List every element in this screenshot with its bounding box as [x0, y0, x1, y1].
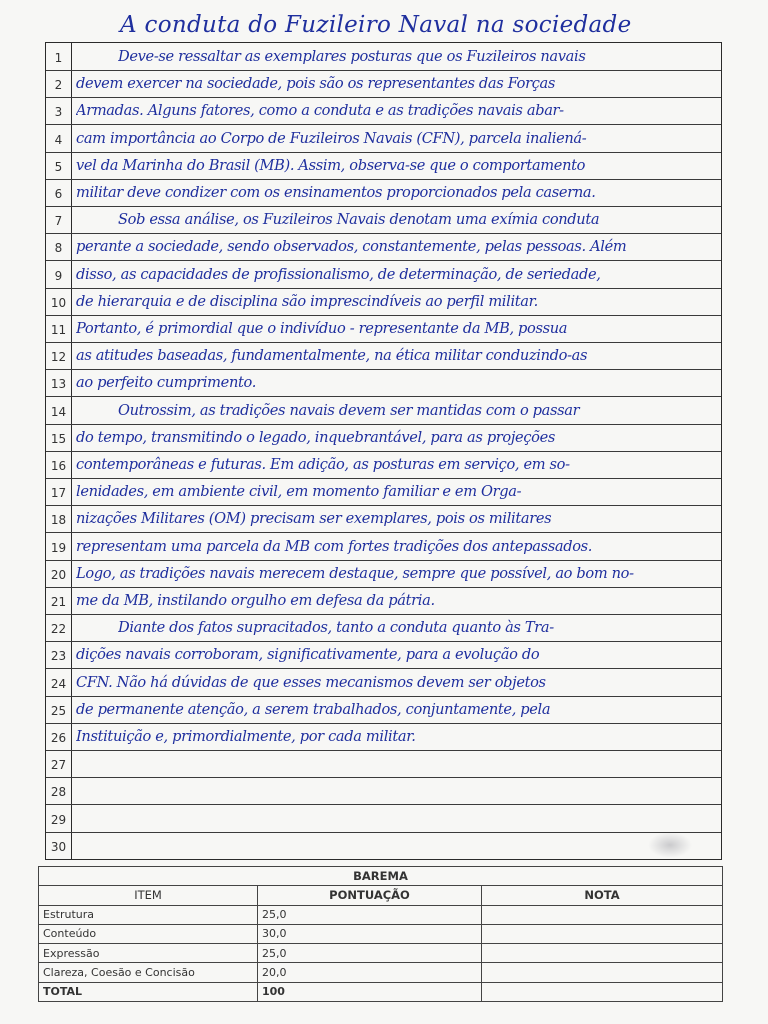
- line-number: 22: [50, 622, 67, 637]
- handwritten-text: [76, 806, 715, 832]
- handwritten-text: Deve-se ressaltar as exemplares posturas que os Fuzileiros navais: [118, 48, 586, 65]
- barema-row: [39, 924, 723, 943]
- essay-line: [46, 43, 721, 71]
- line-number: 7: [54, 214, 63, 229]
- handwritten-text: Armadas. Alguns fatores, como a conduta e as tradições navais abar-: [76, 102, 564, 120]
- essay-line: [46, 206, 721, 234]
- line-number: 13: [50, 377, 67, 392]
- handwritten-text: lenidades, em ambiente civil, em momento familiar e em Orga-: [76, 483, 522, 501]
- line-number: 2: [54, 78, 63, 93]
- handwritten-text: Diante dos fatos supracitados, tanto a conduta quanto às Tra-: [118, 619, 554, 637]
- barema-item: Estrutura: [39, 905, 258, 924]
- line-number: 26: [50, 731, 67, 745]
- barema-col-pontuacao: PONTUAÇÃO: [258, 886, 482, 905]
- barema-pontuacao: 30,0: [258, 924, 482, 943]
- barema-item: Clareza, Coesão e Concisão: [39, 963, 258, 982]
- handwritten-text: Portanto, é primordial que o indivíduo - representante da MB, possua: [76, 320, 568, 337]
- handwritten-text: me da MB, instilando orgulho em defesa da pátria.: [76, 592, 435, 609]
- line-number: 8: [54, 241, 63, 256]
- line-number: 23: [50, 649, 67, 664]
- essay-line: [46, 70, 721, 98]
- barema-pontuacao: 20,0: [258, 963, 482, 982]
- line-number: 6: [54, 187, 63, 201]
- barema-col-item: ITEM: [39, 886, 258, 905]
- essay-line: [46, 152, 721, 180]
- handwritten-text: dições navais corroboram, significativamente, para a evolução do: [76, 646, 540, 664]
- line-number: 27: [50, 758, 67, 773]
- essay-line: [46, 288, 721, 316]
- barema-row: [39, 963, 723, 982]
- line-number: 9: [54, 268, 63, 283]
- line-number: 30: [50, 839, 67, 854]
- barema-nota: [482, 982, 723, 1001]
- handwritten-text: Sob essa análise, os Fuzileiros Navais denotam uma exímia conduta: [118, 211, 600, 229]
- barema-row-total: [39, 982, 723, 1001]
- barema-row: [39, 905, 723, 924]
- barema-nota: [482, 905, 723, 924]
- essay-line: [46, 125, 721, 153]
- essay-line: [46, 533, 721, 561]
- barema-row: [39, 944, 723, 963]
- handwritten-text: contemporâneas e futuras. Em adição, as posturas em serviço, em so-: [76, 456, 570, 473]
- line-number: 1: [54, 51, 63, 65]
- handwritten-text: de hierarquia e de disciplina são imprescindíveis ao perfil militar.: [76, 292, 538, 310]
- essay-line: [46, 587, 721, 615]
- barema-pontuacao: 25,0: [258, 905, 482, 924]
- handwritten-text: CFN. Não há dúvidas de que esses mecanismos devem ser objetos: [76, 673, 546, 691]
- line-number: 16: [50, 459, 67, 473]
- barema-table: [38, 866, 723, 1002]
- line-number: 29: [50, 812, 67, 827]
- essay-line: [46, 832, 721, 859]
- line-number: 3: [54, 105, 63, 120]
- essay-line: [46, 777, 721, 805]
- barema-pontuacao: 100: [258, 982, 482, 1001]
- essay-line: [46, 179, 721, 207]
- ink-smudge: [648, 832, 692, 858]
- barema-item: Expressão: [39, 944, 258, 963]
- barema-pontuacao: 25,0: [258, 944, 482, 963]
- line-number: 5: [54, 159, 63, 174]
- lined-answer-sheet: [45, 42, 722, 860]
- essay-line: [46, 614, 721, 642]
- essay-line: [46, 669, 721, 697]
- essay-line: [46, 369, 721, 397]
- essay-line: [46, 397, 721, 425]
- handwritten-text: de permanente atenção, a serem trabalhados, conjuntamente, pela: [76, 700, 551, 718]
- handwritten-text: [76, 833, 715, 859]
- handwritten-text: disso, as capacidades de profissionalismo, de determinação, de seriedade,: [76, 265, 601, 283]
- essay-line: [46, 451, 721, 479]
- essay-line: [46, 342, 721, 370]
- essay-line: [46, 315, 721, 343]
- essay-line: [46, 261, 721, 289]
- line-number: 15: [50, 431, 67, 446]
- barema-nota: [482, 963, 723, 982]
- essay-line: [46, 723, 721, 751]
- line-number: 17: [50, 486, 67, 501]
- line-number: 18: [50, 513, 67, 528]
- essay-title: A conduta do Fuzileiro Naval na sociedade: [120, 12, 632, 38]
- handwritten-text: Instituição e, primordialmente, por cada militar.: [76, 728, 416, 745]
- handwritten-text: [76, 751, 715, 777]
- handwritten-text: do tempo, transmitindo o legado, inquebrantável, para as projeções: [76, 428, 556, 446]
- line-number: 14: [50, 404, 67, 419]
- essay-line: [46, 560, 721, 588]
- line-number: 24: [50, 676, 67, 691]
- essay-line: [46, 641, 721, 669]
- line-number: 28: [50, 785, 67, 800]
- line-number: 10: [50, 295, 67, 310]
- essay-line: [46, 424, 721, 452]
- essay-line: [46, 97, 721, 125]
- barema-nota: [482, 944, 723, 963]
- line-number: 21: [50, 595, 67, 609]
- essay-line: [46, 505, 721, 533]
- handwritten-text: vel da Marinha do Brasil (MB). Assim, observa-se que o comportamento: [76, 156, 586, 174]
- barema-nota: [482, 924, 723, 943]
- barema-col-nota: NOTA: [482, 886, 723, 905]
- handwritten-text: nizações Militares (OM) precisam ser exemplares, pois os militares: [76, 510, 552, 528]
- line-number: 19: [50, 540, 67, 555]
- line-number: 4: [54, 132, 63, 147]
- line-number: 25: [50, 703, 67, 718]
- essay-line: [46, 696, 721, 724]
- handwritten-text: Outrossim, as tradições navais devem ser mantidas com o passar: [118, 401, 580, 419]
- essay-line: [46, 750, 721, 778]
- handwritten-text: ao perfeito cumprimento.: [76, 374, 256, 392]
- handwritten-text: cam importância ao Corpo de Fuzileiros Navais (CFN), parcela inaliená-: [76, 129, 587, 147]
- handwritten-text: perante a sociedade, sendo observados, constantemente, pelas pessoas. Além: [76, 238, 627, 256]
- essay-line: [46, 478, 721, 506]
- essay-line: [46, 233, 721, 261]
- line-number: 11: [50, 323, 67, 337]
- essay-line: [46, 805, 721, 833]
- barema-item: Conteúdo: [39, 924, 258, 943]
- line-number: 20: [50, 567, 67, 582]
- handwritten-text: devem exercer na sociedade, pois são os representantes das Forças: [76, 75, 556, 93]
- handwritten-text: representam uma parcela da MB com fortes tradições dos antepassados.: [76, 537, 593, 555]
- handwritten-text: Logo, as tradições navais merecem destaque, sempre que possível, ao bom no-: [76, 564, 634, 582]
- handwritten-text: [76, 778, 715, 804]
- line-number: 12: [50, 350, 67, 365]
- barema-item: TOTAL: [39, 982, 258, 1001]
- handwritten-text: militar deve condizer com os ensinamentos proporcionados pela caserna.: [76, 184, 596, 201]
- handwritten-text: as atitudes baseadas, fundamentalmente, na ética militar conduzindo-as: [76, 347, 588, 365]
- barema-heading: BAREMA: [39, 867, 723, 886]
